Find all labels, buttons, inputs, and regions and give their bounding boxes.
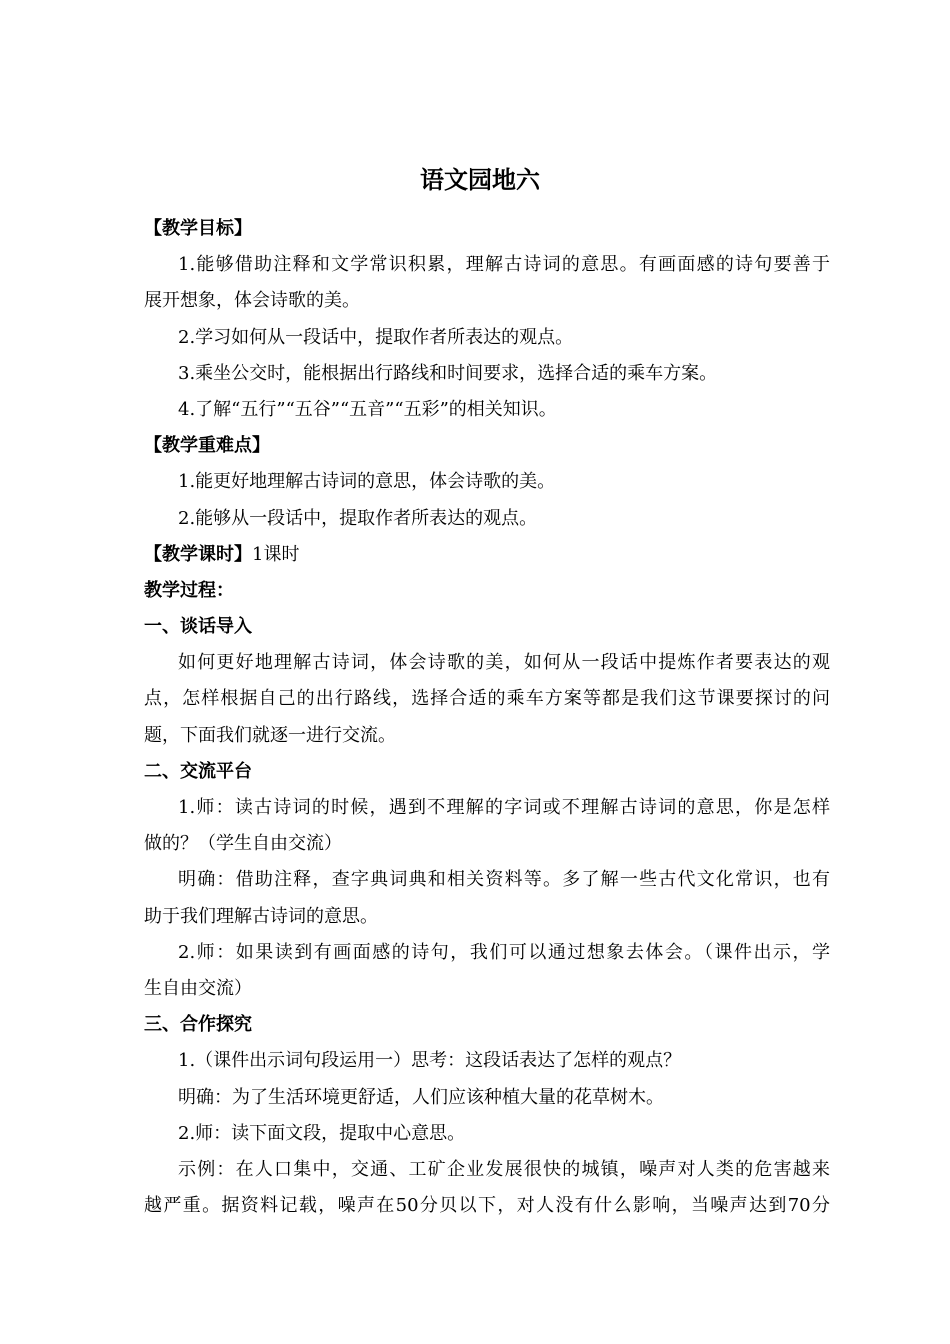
section-heading-process: 教学过程： <box>144 579 234 601</box>
paragraph-line: 2.师：如果读到有画面感的诗句，我们可以通过想象去体会。（课件出示，学 <box>178 941 830 963</box>
paragraph-line: 1.能更好地理解古诗词的意思，体会诗歌的美。 <box>178 471 556 493</box>
section-heading-part2: 二、交流平台 <box>144 760 252 782</box>
section-heading-hours: 【教学课时】 <box>144 543 252 565</box>
paragraph-line: 明确：为了生活环境更舒适，人们应该种植大量的花草树木。 <box>178 1086 664 1108</box>
paragraph-line: 助于我们理解古诗词的意思。 <box>144 905 378 927</box>
paragraph-line: 2.学习如何从一段话中，提取作者所表达的观点。 <box>178 326 574 348</box>
section-heading-part3: 三、合作探究 <box>144 1014 252 1036</box>
page-title: 语文园地六 <box>420 166 540 194</box>
paragraph-line: 1.能够借助注释和文学常识积累，理解古诗词的意思。有画面感的诗句要善于 <box>178 254 830 276</box>
paragraph-line: 2.师：读下面文段，提取中心意思。 <box>178 1122 466 1144</box>
paragraph-line: 点，怎样根据自己的出行路线，选择合适的乘车方案等都是我们这节课要探讨的问 <box>144 688 830 710</box>
document-body <box>144 211 830 1224</box>
paragraph-line: 4.了解“五行”“五谷”“五音”“五彩”的相关知识。 <box>178 398 557 420</box>
paragraph-line: 3.乘坐公交时，能根据出行路线和时间要求，选择合适的乘车方案。 <box>178 362 718 384</box>
section-heading-key-points: 【教学重难点】 <box>144 435 270 457</box>
paragraph-line: 1.（课件出示词句段运用一）思考：这段话表达了怎样的观点？ <box>178 1050 682 1072</box>
paragraph-line: 越严重。据资料记载，噪声在50分贝以下，对人没有什么影响，当噪声达到70分 <box>144 1195 830 1217</box>
section-heading-goals: 【教学目标】 <box>144 218 252 239</box>
paragraph-line: 题，下面我们就逐一进行交流。 <box>144 724 396 746</box>
class-hours-value: 1课时 <box>252 543 300 565</box>
paragraph-line: 展开想象，体会诗歌的美。 <box>144 290 360 312</box>
paragraph-line: 明确：借助注释，查字典词典和相关资料等。多了解一些古代文化常识，也有 <box>178 869 830 891</box>
paragraph-line: 做的？（学生自由交流） <box>144 833 342 855</box>
paragraph-line: 2.能够从一段话中，提取作者所表达的观点。 <box>178 507 538 529</box>
paragraph-line: 1.师：读古诗词的时候，遇到不理解的字词或不理解古诗词的意思，你是怎样 <box>178 797 830 818</box>
paragraph-line: 生自由交流） <box>144 977 252 999</box>
section-heading-part1: 一、谈话导入 <box>144 616 252 638</box>
paragraph-line: 如何更好地理解古诗词，体会诗歌的美，如何从一段话中提炼作者要表达的观 <box>178 652 830 674</box>
paragraph-line: 示例：在人口集中，交通、工矿企业发展很快的城镇，噪声对人类的危害越来 <box>178 1158 830 1180</box>
class-hours-line <box>144 537 830 573</box>
